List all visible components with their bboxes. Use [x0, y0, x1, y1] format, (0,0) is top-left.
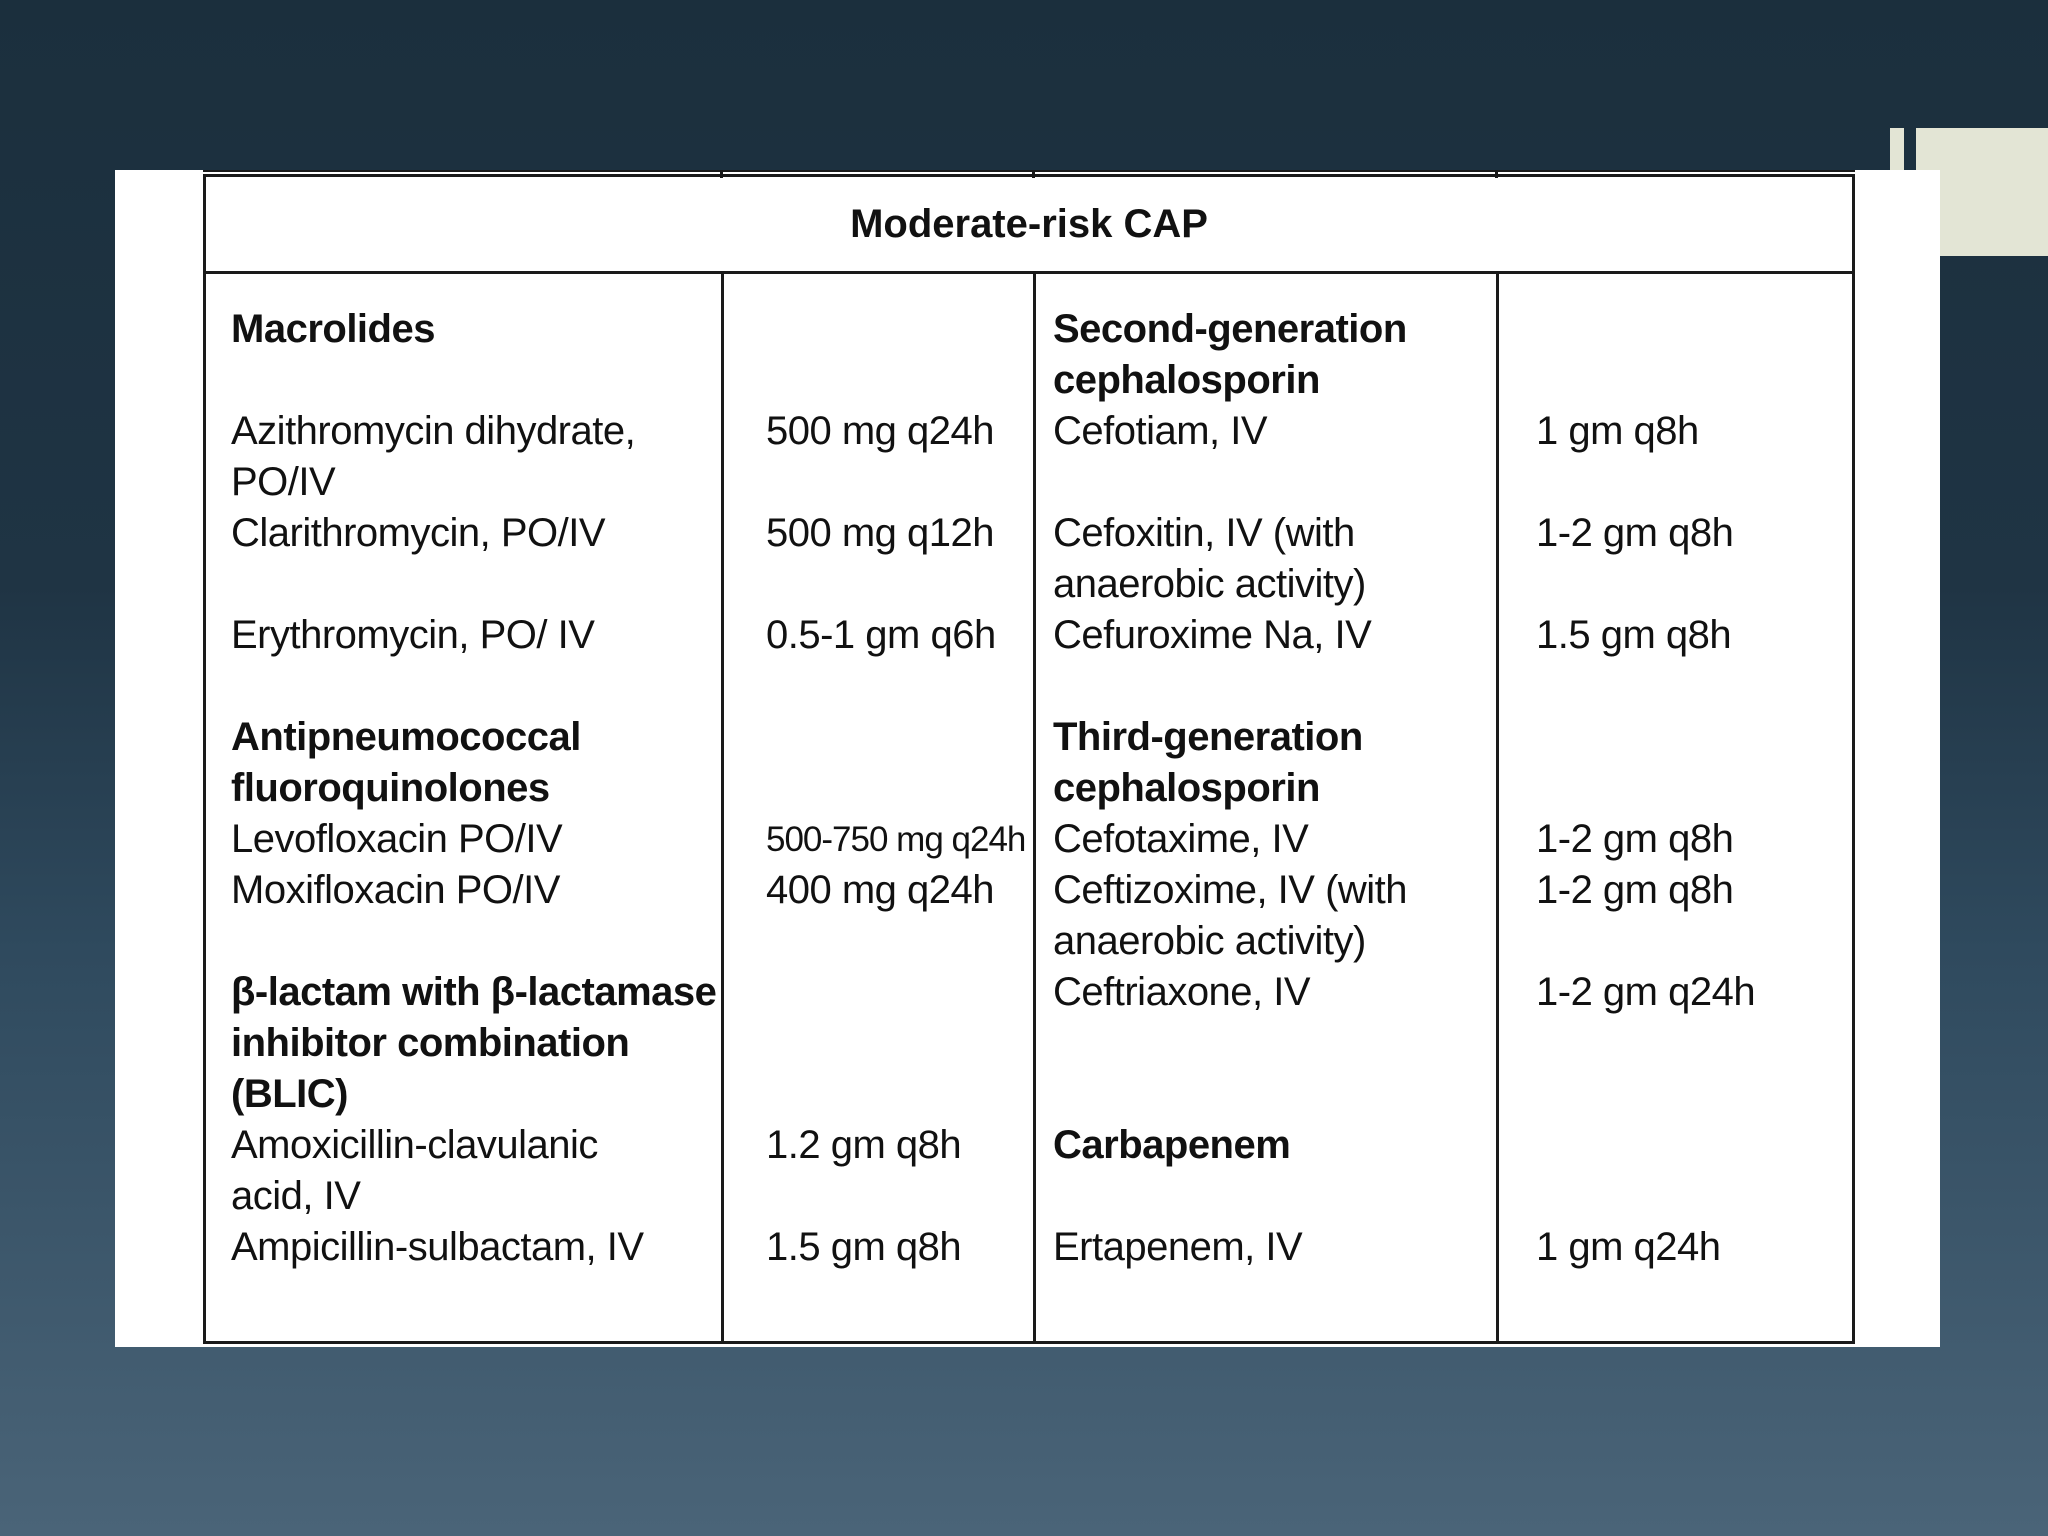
category-heading: cephalosporin: [1053, 358, 1320, 402]
empty-cell: [1053, 1018, 1493, 1069]
table-cell: Azithromycin dihydrate,: [231, 409, 636, 453]
table-cell: 1.5 gm q8h: [766, 1225, 962, 1269]
empty-cell: [1536, 1120, 1846, 1171]
table-cell: 1.2 gm q8h: [766, 1123, 962, 1167]
table-cell: Moxifloxacin PO/IV: [231, 868, 560, 912]
empty-cell: [766, 1171, 1026, 1222]
empty-cell: [1536, 1018, 1846, 1069]
empty-cell: [231, 916, 721, 967]
empty-cell: [766, 304, 1026, 355]
empty-cell: [231, 661, 721, 712]
table-cell: 1 gm q8h: [1536, 409, 1699, 453]
table-cell: acid, IV: [231, 1174, 361, 1218]
empty-cell: [1053, 661, 1493, 712]
empty-cell: [1053, 457, 1493, 508]
empty-cell: [1536, 916, 1846, 967]
category-heading: fluoroquinolones: [231, 766, 550, 810]
empty-cell: [766, 559, 1026, 610]
table-cell: Erythromycin, PO/ IV: [231, 613, 595, 657]
table-cell: 0.5-1 gm q6h: [766, 613, 996, 657]
table-cell: anaerobic activity): [1053, 562, 1366, 606]
empty-cell: [766, 763, 1026, 814]
empty-cell: [766, 1018, 1026, 1069]
table-cell: Cefuroxime Na, IV: [1053, 613, 1372, 657]
drug-column-left: [231, 274, 721, 1341]
category-heading: cephalosporin: [1053, 766, 1320, 810]
empty-cell: [766, 916, 1026, 967]
empty-cell: [1536, 355, 1846, 406]
table-cell: Cefotiam, IV: [1053, 409, 1268, 453]
table-cell: Cefotaxime, IV: [1053, 817, 1309, 861]
empty-cell: [766, 355, 1026, 406]
empty-cell: [766, 712, 1026, 763]
dose-column-left: [766, 274, 1026, 1341]
empty-cell: [1536, 763, 1846, 814]
empty-cell: [1536, 1171, 1846, 1222]
column-divider: [1033, 271, 1036, 1341]
table-cell: Ampicillin-sulbactam, IV: [231, 1225, 644, 1269]
category-heading: inhibitor combination: [231, 1021, 630, 1065]
slide-panel: [115, 170, 1940, 1347]
empty-cell: [1536, 712, 1846, 763]
category-heading: Carbapenem: [1053, 1123, 1291, 1167]
table-cell: Cefoxitin, IV (with: [1053, 511, 1355, 555]
table-cell: 1-2 gm q24h: [1536, 970, 1756, 1014]
table-cell: 400 mg q24h: [766, 868, 995, 912]
table-cell: Ceftizoxime, IV (with: [1053, 868, 1408, 912]
table-cell: PO/IV: [231, 460, 336, 504]
dose-column-right: [1536, 274, 1846, 1341]
empty-cell: [766, 967, 1026, 1018]
table-cell: 1.5 gm q8h: [1536, 613, 1732, 657]
table-top-rule: [203, 170, 1855, 172]
category-heading: Second-generation: [1053, 307, 1407, 351]
category-heading: Third-generation: [1053, 715, 1363, 759]
table-cell: Clarithromycin, PO/IV: [231, 511, 606, 555]
category-heading: Antipneumococcal: [231, 715, 581, 759]
empty-cell: [1536, 661, 1846, 712]
empty-cell: [1536, 559, 1846, 610]
table-cell: 500-750 mg q24h: [766, 820, 1026, 859]
column-divider: [721, 271, 724, 1341]
empty-cell: [766, 457, 1026, 508]
column-divider: [1496, 271, 1499, 1341]
empty-cell: [231, 355, 721, 406]
table-cell: 1-2 gm q8h: [1536, 868, 1734, 912]
table-cell: 1-2 gm q8h: [1536, 817, 1734, 861]
table-cell: Amoxicillin-clavulanic: [231, 1123, 598, 1167]
empty-cell: [766, 1069, 1026, 1120]
table-cell: 1 gm q24h: [1536, 1225, 1721, 1269]
corner-accent-bar: [1890, 128, 1904, 170]
empty-cell: [231, 559, 721, 610]
category-heading: (BLIC): [231, 1072, 348, 1116]
empty-cell: [766, 661, 1026, 712]
drug-table: [203, 174, 1855, 1344]
empty-cell: [1536, 304, 1846, 355]
table-cell: Ceftriaxone, IV: [1053, 970, 1311, 1014]
drug-column-right: [1053, 274, 1493, 1341]
table-cell: 500 mg q24h: [766, 409, 995, 453]
table-title: Moderate-risk CAP: [206, 177, 1852, 274]
table-cell: Levofloxacin PO/IV: [231, 817, 563, 861]
table-cell: anaerobic activity): [1053, 919, 1366, 963]
empty-cell: [1536, 457, 1846, 508]
category-heading: Macrolides: [231, 307, 435, 351]
empty-cell: [1053, 1171, 1493, 1222]
table-cell: 500 mg q12h: [766, 511, 995, 555]
empty-cell: [1536, 1069, 1846, 1120]
table-cell: Ertapenem, IV: [1053, 1225, 1303, 1269]
category-heading: β-lactam with β-lactamase: [231, 970, 717, 1014]
table-cell: 1-2 gm q8h: [1536, 511, 1734, 555]
empty-cell: [1053, 1069, 1493, 1120]
